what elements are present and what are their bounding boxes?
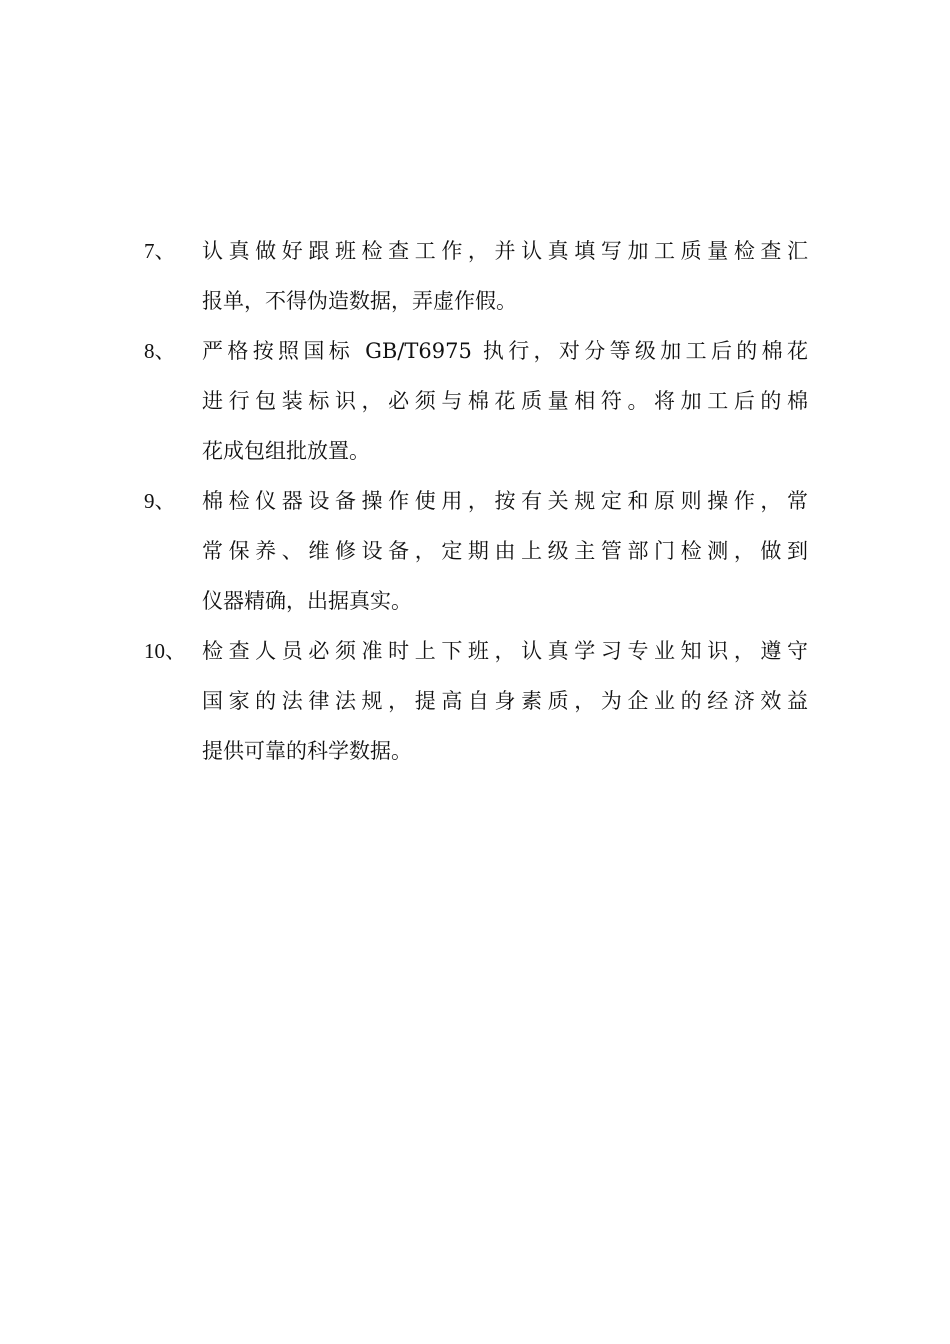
list-item-number: 10、 (144, 639, 186, 663)
text-line: 花成包组批放置。 (202, 439, 370, 463)
list-item-number: 8、 (144, 339, 176, 363)
text-line: 仪器精确，出据真实。 (202, 589, 412, 613)
list-item-8 (144, 326, 808, 476)
list-item-text (202, 326, 808, 476)
numbered-list (144, 226, 808, 776)
list-item-9 (144, 476, 808, 626)
text-line: 认真做好跟班检查工作，并认真填写加工质量检查汇 (202, 239, 808, 263)
list-item-7 (144, 226, 808, 326)
list-item-number: 9、 (144, 489, 176, 513)
text-line: 报单，不得伪造数据，弄虚作假。 (202, 289, 517, 313)
text-line: 检查人员必须准时上下班，认真学习专业知识，遵守 (202, 639, 808, 663)
text-line: 进行包装标识，必须与棉花质量相符。将加工后的棉 (202, 389, 808, 413)
text-line: 国家的法律法规，提高自身素质，为企业的经济效益 (202, 689, 808, 713)
list-item-text (202, 476, 808, 626)
list-item-number: 7、 (144, 239, 176, 263)
text-line: 提供可靠的科学数据。 (202, 739, 412, 763)
text-line: 常保养、维修设备，定期由上级主管部门检测，做到 (202, 539, 808, 563)
list-item-text (202, 626, 808, 776)
list-item-10 (144, 626, 808, 776)
list-item-text (202, 226, 808, 326)
text-line: 棉检仪器设备操作使用，按有关规定和原则操作，常 (202, 489, 808, 513)
text-line: 严格按照国标 GB/T6975 执行，对分等级加工后的棉花 (202, 339, 808, 363)
